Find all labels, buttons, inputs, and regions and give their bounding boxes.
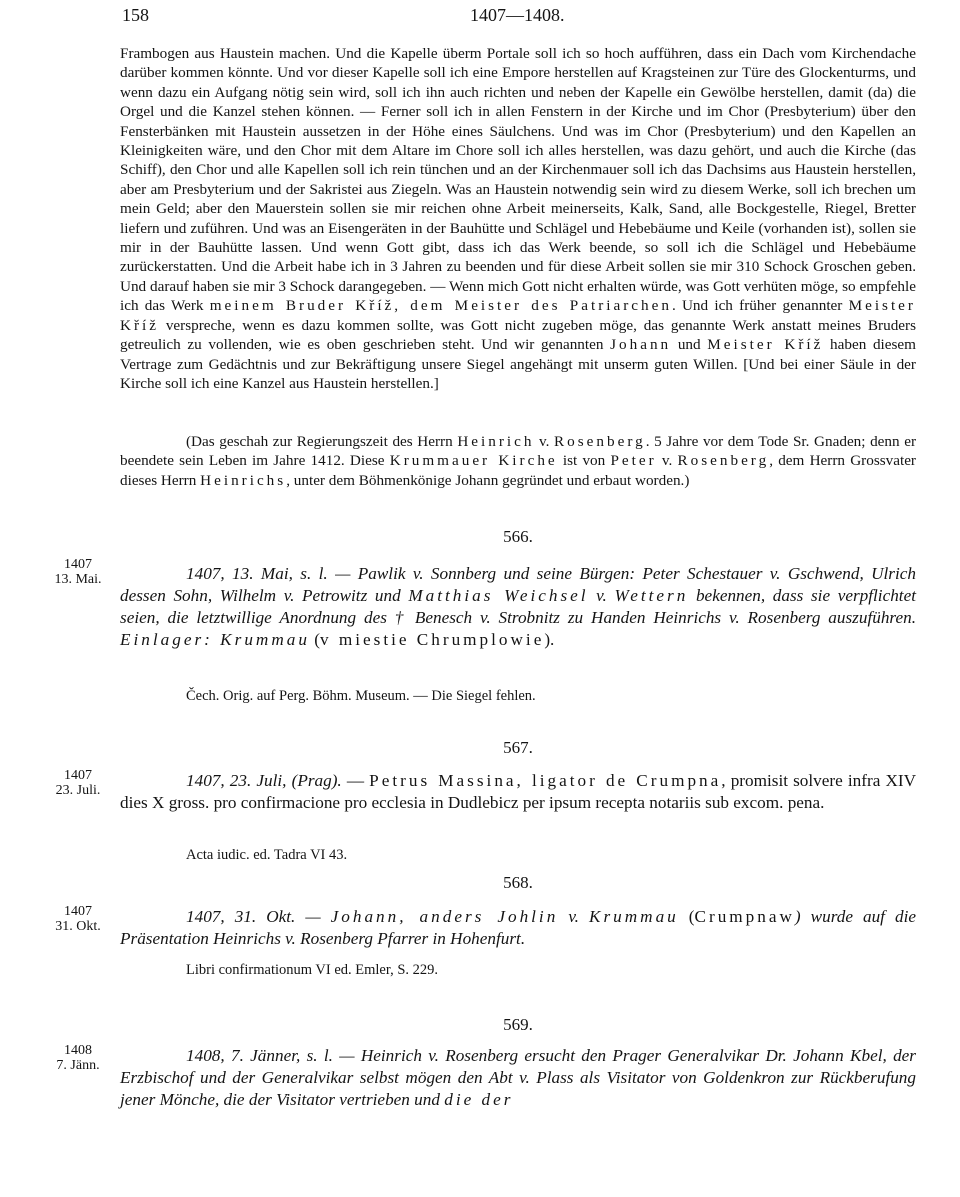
entry-regest: 1408, 7. Jänner, s. l. — Heinrich v. Rosenberg ersucht den Prager Generalvikar Dr. Johann Kbel, der Erzbischof und der Generalvikar selbst mögen den Abt v. Plass als Visitator von Goldenkron zur Rückberufung jener Mönche, die der Visitator vertrieben und die der: [120, 1046, 916, 1109]
spaced-name: meinem Bruder Kříž, dem Meister des Patriarchen: [209, 297, 672, 315]
continued-document-text: [120, 44, 916, 393]
margin-date: 1408 7. Jänn.: [56, 1043, 100, 1073]
entry-regest: 1407, 13. Mai, s. l. — Pawlik v. Sonnberg und seine Bürgen: Peter Schestauer v. Gschwend, Ulrich dessen Sohn, Wilhelm v. Petrowitz und Matthias Weichsel v. Wettern bekennen, dass sie verpflichtet seien, die letztwillige Anordnung des † Benesch v. Strobnitz zu Handen Heinrichs v. Rosenberg auszuführen. Einlager: Krummau (v miestie Chrumplowie).: [120, 564, 916, 649]
source-reference: Libri confirmationum VI ed. Emler, S. 229.: [186, 962, 439, 978]
margin-date: 1407 31. Okt.: [55, 904, 101, 934]
spaced-name: Meister Kříž: [707, 336, 824, 354]
entry-regest: 1407, 31. Okt. — Johann, anders Johlin v. Krummau (Crumpnaw) wurde auf die Präsentation Heinrichs v. Rosenberg Pfarrer in Hohenfurt.: [120, 907, 916, 948]
source-reference: Acta iudic. ed. Tadra VI 43.: [186, 847, 348, 863]
entry-number: 566.: [503, 527, 533, 546]
editorial-note: (Das geschah zur Regierungszeit des Herrn Heinrich v. Rosenberg. 5 Jahre vor dem Tode Sr. Gnaden; denn er beendete sein Leben im Jahre 1412. Diese Krummauer Kirche ist von Peter v. Rosenberg, dem Herrn Grossvater dieses Herrn Heinrichs, unter dem Böhmenkönige Johann gegründet und erbaut worden.): [120, 433, 917, 489]
page-number: 158: [122, 5, 149, 25]
entry-number: 568.: [503, 873, 533, 892]
spaced-name: Johann: [610, 336, 672, 354]
spaced-name: Meister Kříž: [120, 297, 916, 334]
entry-number: 567.: [503, 738, 533, 757]
margin-date: 1407 23. Juli.: [55, 768, 101, 798]
source-reference: Čech. Orig. auf Perg. Böhm. Museum. — Die Siegel fehlen.: [186, 688, 536, 704]
margin-date: 1407 13. Mai.: [54, 557, 102, 587]
entry-number: 569.: [503, 1015, 533, 1034]
body-paragraph: Frambogen aus Haustein machen. Und die Kapelle überm Portale soll ich so hoch aufführen, dass ein Dach vom Kirchendache darüber kommen könnte. Und vor dieser Kapelle soll ich eine Empore herstellen auf Kragsteinen zur Türe des Glockenturms, und wenn dazu ein Aufgang nötig sein wird, soll ich ihn auch richten und neben der Kapelle ein Gewölbe herstellen, damit (da) die Orgel und die Kanzel stehen können. — Ferner soll ich in allen Fenstern in der Kirche und im Chor (Presbyterium) über den Fensterbänken mit Haustein aussetzen in der Höhe eines Säulchens. Und was im Chor (Presbyterium) und den Kapellen an Kleinigkeiten wäre, und den Chor mit dem Altare im Chore soll ich alles herstellen, was dazu gehört, und auch die Kirche (das Schiff), den Chor und alle Kapellen soll ich rein tünchen und an der Kirchenmauer soll ich das Dachsims aus Haustein herstellen, aber am Presbyterium und der Sakristei aus Ziegeln. Was an Haustein notwendig sein wird zu diesem Werke, soll ich brechen um mein Geld; aber den Mauerstein sollen sie mir reichen ohne Arbeit meinerseits, Kalk, Sand, alle Bockgestelle, Riegel, Bretter liefern und zuführen. Und was an Eisengeräten in der Bauhütte und Schlägel und Hebebäume und Keile (vorhanden ist), sollen sie mir in der Bauhütte lassen. Und wenn Gott gibt, dass ich das Werk beende, so soll ich die Schlägel und Hebebäume zurückerstatten. Und die Arbeit habe ich in 3 Jahren zu beenden und für diese Arbeit sollen sie mir 310 Schock Groschen geben. Und darauf haben sie mir 3 Schock darangegeben. — Wenn mich Gott nicht erhalten würde, was Gott verhüten möge, so empfehle ich das Werk meinem Bruder Kříž, dem Meister des Patriarchen. Und ich früher genannter Meister Kříž verspreche, wenn es dazu kommen sollte, was Gott nicht zugeben möge, das genannte Werk anstatt meines Bruders getreulich zu vollenden, wie es oben geschrieben steht. Und wir genannten Johann und Meister Kříž haben diesem Vertrage zum Gedächtnis und zur Bekräftigung unsere Siegel angehängt mit unserm guten Willen. [Und bei einer Säule in der Kirche soll ich eine Kanzel aus Haustein herstellen.]: [120, 45, 916, 392]
running-header-years: 1407—1408.: [470, 5, 565, 25]
entry-regest: 1407, 23. Juli, (Prag). — Petrus Massina, ligator de Crumpna, promisit solvere infra XIV dies X gross. pro confirmacione pro ecclesia in Dudlebicz per ipsum recepta notariis sub excom. pena.: [120, 771, 916, 812]
